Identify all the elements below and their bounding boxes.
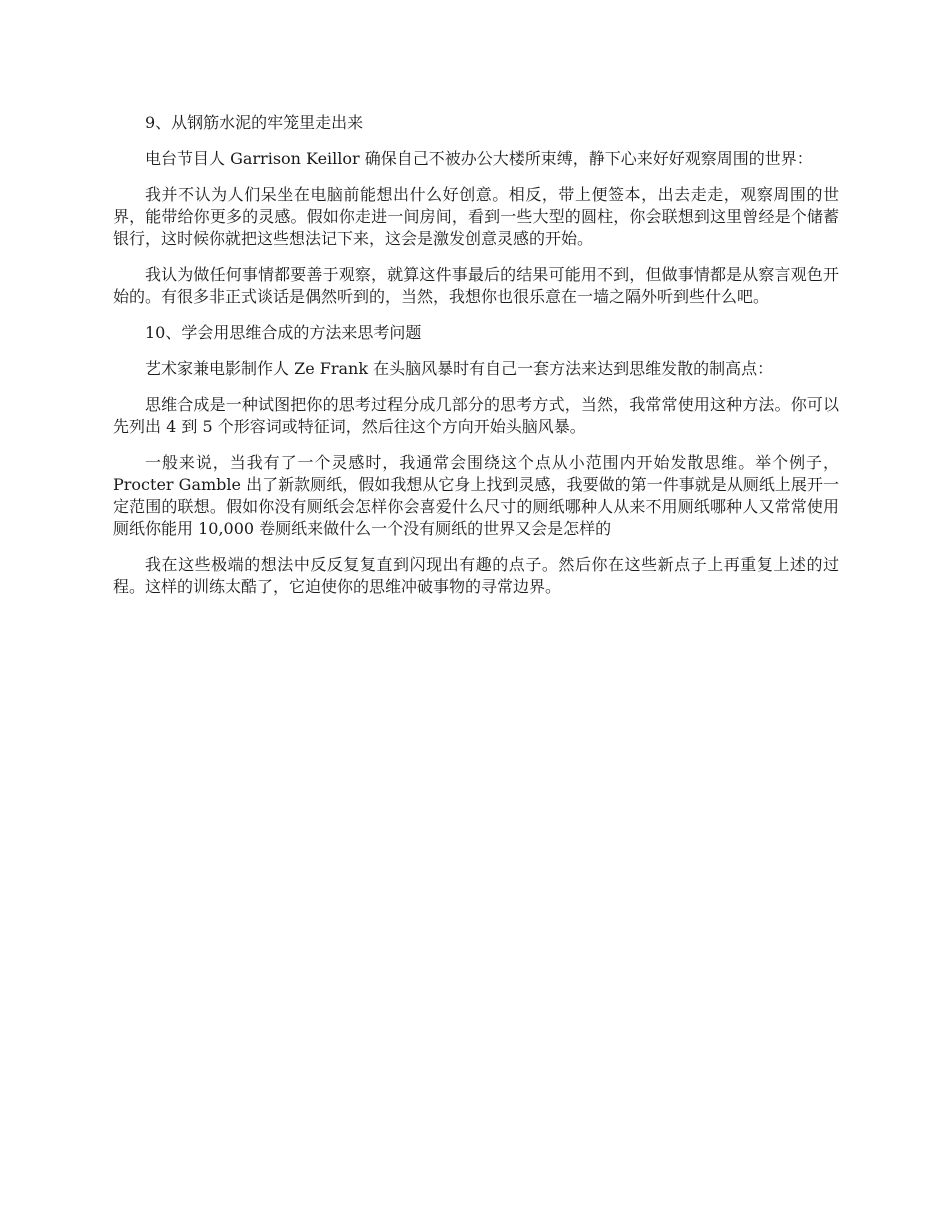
- section-heading-9: 9、从钢筋水泥的牢笼里走出来: [145, 113, 364, 132]
- paragraph: 艺术家兼电影制作人 Ze Frank 在头脑风暴时有自己一套方法来达到思维发散的制高点：: [145, 359, 774, 378]
- quote-paragraph: 思维合成是一种试图把你的思考过程分成几部分的思考方式，当然，我常常使用这种方法。你可以先列出 4 到 5 个形容词或特征词，然后往这个方向开始头脑风暴。: [113, 395, 839, 436]
- quote-paragraph: 一般来说，当我有了一个灵感时，我通常会围绕这个点从小范围内开始发散思维。举个例子，Procter Gamble 出了新款厕纸，假如我想从它身上找到灵感，我要做的第一件事就是从厕纸上展开一定范围的联想。假如你没有厕纸会怎样你会喜爱什么尺寸的厕纸哪种人从来不用厕纸哪种人又常常使用厕纸你能用 10,000 卷厕纸来做什么一个没有厕纸的世界又会是怎样的: [113, 453, 839, 538]
- quote-paragraph: 我并不认为人们呆坐在电脑前能想出什么好创意。相反，带上便签本，出去走走，观察周围的世界，能带给你更多的灵感。假如你走进一间房间，看到一些大型的圆柱，你会联想到这里曾经是个储蓄银行，这时候你就把这些想法记下来，这会是激发创意灵感的开始。: [113, 185, 839, 248]
- quote-paragraph: 我在这些极端的想法中反反复复直到闪现出有趣的点子。然后你在这些新点子上再重复上述的过程。这样的训练太酷了，它迫使你的思维冲破事物的寻常边界。: [113, 555, 839, 596]
- document-body: [113, 112, 839, 612]
- paragraph: 电台节目人 Garrison Keillor 确保自己不被办公大楼所束缚，静下心来好好观察周围的世界：: [145, 149, 813, 168]
- section-heading-10: 10、学会用思维合成的方法来思考问题: [145, 323, 422, 342]
- quote-paragraph: 我认为做任何事情都要善于观察，就算这件事最后的结果可能用不到，但做事情都是从察言观色开始的。有很多非正式谈话是偶然听到的，当然，我想你也很乐意在一墙之隔外听到些什么吧。: [113, 265, 839, 306]
